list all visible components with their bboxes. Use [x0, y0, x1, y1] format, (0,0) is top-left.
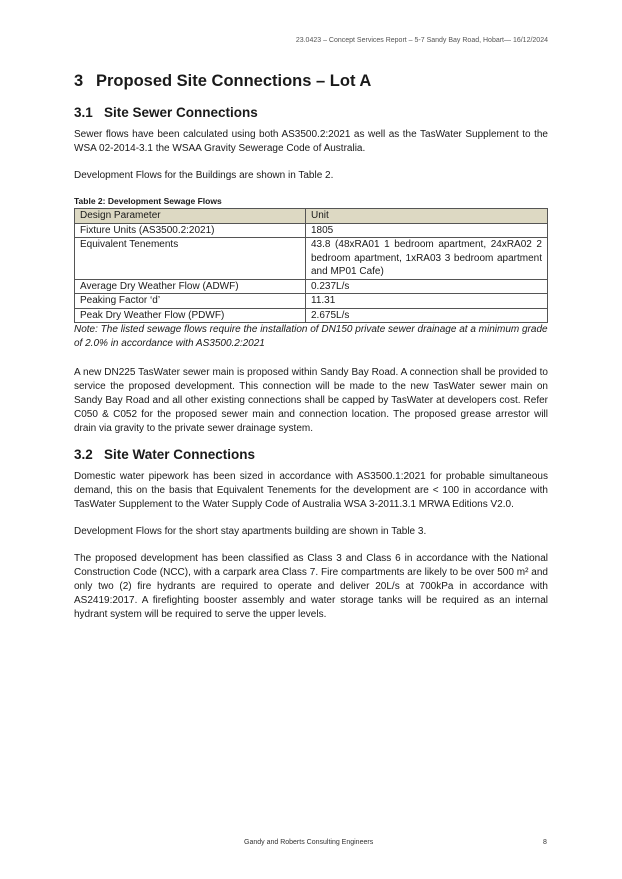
- section-number: 3: [74, 72, 84, 90]
- water-paragraph-2: Development Flows for the short stay apartments building are shown in Table 3.: [74, 526, 427, 537]
- table-header-row: [75, 209, 548, 224]
- page-header: 23.0423 – Concept Services Report – 5-7 Sandy Bay Road, Hobart— 16/12/2024: [295, 37, 548, 44]
- sewer-paragraph-3: A new DN225 TasWater sewer main is proposed within Sandy Bay Road. A connection shall be provided to service the proposed development. This connection will be made to the new TasWater sewer main on Sandy Bay Road and all other existing connections shall be capped by TasWater at developers cost. Refer C050 & C052 for the proposed sewer main and connection location. The proposed grease arrestor will drain via gravity to the private sewer drainage system.: [74, 367, 548, 434]
- section-heading: [74, 72, 548, 91]
- table-cell: Equivalent Tenements: [75, 238, 306, 280]
- table-header-unit: Unit: [306, 209, 548, 224]
- sewage-flows-table: [74, 208, 548, 323]
- table-row: [75, 308, 548, 323]
- sewer-paragraph-1: Sewer flows have been calculated using both AS3500.2:2021 as well as the TasWater Supplement to the WSA 02-2014-3.1 the WSAA Gravity Sewerage Code of Australia.: [74, 129, 548, 154]
- sewer-number: 3.1: [74, 105, 93, 120]
- table-cell: Fixture Units (AS3500.2:2021): [75, 223, 306, 238]
- table-cell: Peaking Factor ‘d’: [75, 294, 306, 309]
- table-row: [75, 294, 548, 309]
- sewer-heading: [74, 105, 548, 120]
- footer-company: Gandy and Roberts Consulting Engineers: [244, 839, 374, 846]
- section-title: Proposed Site Connections – Lot A: [96, 72, 372, 90]
- page-content: [74, 72, 548, 635]
- water-number: 3.2: [74, 447, 93, 462]
- sewer-paragraph-2: Development Flows for the Buildings are shown in Table 2.: [74, 170, 334, 181]
- table-row: [75, 238, 548, 280]
- table-cell: Average Dry Weather Flow (ADWF): [75, 279, 306, 294]
- water-paragraph-3: The proposed development has been classified as Class 3 and Class 6 in accordance with the National Construction Code (NCC), with a carpark area Class 7. Fire compartments are likely to be over 500 m² and only two (2) fire hydrants are required to operate and deliver 20L/s at 700kPa in accordance with AS2419:2017. A firefighting booster assembly and water storage tanks will be required as an internal hydrant system will be required to serve the upper levels.: [74, 553, 548, 620]
- table-cell: 2.675L/s: [306, 308, 548, 323]
- sewer-title: Site Sewer Connections: [104, 105, 258, 120]
- table-cell: 43.8 (48xRA01 1 bedroom apartment, 24xRA02 2 bedroom apartment, 1xRA03 3 bedroom apartment and MP01 Cafe): [306, 238, 548, 280]
- table-header-parameter: Design Parameter: [75, 209, 306, 224]
- water-heading: [74, 447, 548, 462]
- table-cell: 11.31: [306, 294, 548, 309]
- water-title: Site Water Connections: [104, 447, 256, 462]
- table-caption: Table 2: Development Sewage Flows: [74, 196, 222, 206]
- table-row: [75, 223, 548, 238]
- table-row: [75, 279, 548, 294]
- table-cell: 0.237L/s: [306, 279, 548, 294]
- water-paragraph-1: Domestic water pipework has been sized in accordance with AS3500.1:2021 for probable simultaneous demand, this on the basis that Equivalent Tenements for the development are < 100 in accordance with TasWater Supplement to the Water Supply Code of Australia WSA 3-2011.3.1 MRWA Editions V2.0.: [74, 471, 548, 510]
- table-cell: 1805: [306, 223, 548, 238]
- table-cell: Peak Dry Weather Flow (PDWF): [75, 308, 306, 323]
- page-number: 8: [543, 839, 547, 846]
- table-note: Note: The listed sewage flows require the installation of DN150 private sewer drainage at a minimum grade of 2.0% in accordance with AS3500.2:2021: [74, 324, 548, 349]
